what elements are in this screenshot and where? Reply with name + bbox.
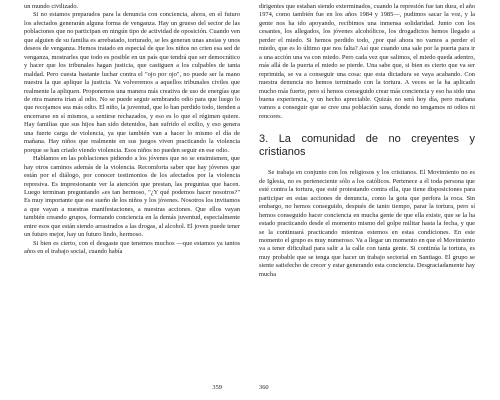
right-page: [259, 0, 475, 400]
right-page-body: [259, 3, 475, 279]
page-number: 359: [212, 384, 222, 391]
paragraph: Si bien es cierto, con el desgaste que tenemos muchos —que estamos ya tantos años en el trabajo social, cuando había: [24, 239, 240, 256]
section-heading: 3. La comunidad de no creyentes y cristianos: [259, 133, 475, 159]
left-page: [24, 0, 240, 400]
paragraph: dirigentes que estaban siendo exterminados, cuando la represión fue tan dura, el año 1974, como también fue en los años 1984 y 1985—, pudimos sacar la voz, y la gente nos ha ido apoyando, recibimos una inmensa solidaridad. Junto con los cesantes, los allegados, los jóvenes alcohólicos, los drogadictos hemos llegado a perder el miedo. Si hemos perdido todo, ¿por qué ahora no vamos a perder el miedo, que es lo último que nos falta? Así que cuando una sale por la puerta para ir a una acción una va con miedo. Pero cada vez que salimos, el miedo queda adentro, más allá de la puerta el miedo se pierde. Una sabe que, si bien es cierto que va ser reprimida, se va a conseguir una cosa: que esta dictadura se vaya acabando. Con nuestra denuncia no hemos terminado con la tortura. A veces se la ha aplicado mucho más fuerte, pero sí hemos conseguido crear más conciencia y eso ha sido una buena experiencia, y un hecho apreciable. Quizás no será hoy día, pero mañana vamos a conseguir que se cree una población sana, donde no tengamos ni odios ni rencores.: [259, 3, 475, 120]
page-number: 360: [259, 384, 269, 391]
left-page-body: [24, 3, 240, 257]
paragraph: un mundo civilizado.: [24, 3, 79, 10]
paragraph: Se trabaja en conjunto con los religiosos y los cristianos. El Movimiento no es de Iglesia, no es perteneciente sólo a los católicos. Pertenece a él toda persona que esté contra la tortura, que esté protestando contra ella, que tiene disposiciones para participar en estas acciones de denuncia, como la gota que perfora la roca. Sin embargo, no hemos conseguido, después de tanto tiempo, parar la tortura, pero sí hemos conseguido hacer conciencia en mucha gente de que ella existe, que se la ha estado practicando desde el momento mismo del golpe militar hasta la fecha, y que se la continuará practicando mientras estemos en estas condiciones. En este momento el grupo es muy numeroso. Va a llegar un momento en que el Movimiento va a tener dificultad para salir a la calle con tanta gente. Si continúa la tortura, es muy probable que se tenga que hacer un trabajo sectorial en Santiago. El grupo se siente satisfecho de crecer y estar generando esta conciencia. Desgraciadamente hay mucha: [259, 169, 475, 278]
paragraph: Si no estamos preparados para la denuncia con conciencia, ahora, en el futuro los afectados generarán alguna forma de venganza. Hay un grueso del sector de las poblaciones que no participan en ningún tipo de actividad de oposición. Cuando ven que alguien de su familia es arrebatado, torturado, se les generan unas ansias y unos deseos de venganza. Hemos tratado en especial de que los niños no crien esa sed de venganza, mostrarles que todo es posible en un país que tendrá que ser democrático y hacer que los tribunales hagan justicia, que castiguen a los culpables de tanta maldad. Pero cuesta bastante luchar contra el "ojo por ojo", no puede ser la mano nuestra la que aplique la justicia. Ya volveremos a aquellos tribunales civiles que realmente la apliquen. Proponemos una manera más creativa de uso de energías que de otra manera irían al odio. No se puede seguir sembrando odio para que luego lo que recojamos sea más odio. El niño, la juventud, que lo han perdido todo, tienden a encerrarse en sí mismos, a sentirse rechazados, y eso es lo que el régimen quiere. Hay familias que sus hijos han sido detenidos, han sufrido el exilio, y eso genera una fuerte carga de violencia, ya que también van a hacer lo mismo el día de mañana. Hay niños que realmente en sus juegos viven practicando la violencia porque se han criado viendo violencia. Esos niños no pueden seguir en ese odio.: [24, 11, 240, 154]
paragraph: Hablamos en las poblaciones pidiendo a los jóvenes que no se ensimismen, que hay otros caminos además de la violencia. Recomforta saber que hay jóvenes que están por el diálogo, por conocer testimonios de los afectados por la violencia represiva. Es impresionante ver la atención que prestan, las preguntas que hacen. Luego terminan preguntando «es tan hermoso, "¿Y qué podemos hacer nosotros?" Es muy importante que ese sueño de los niños y los jóvenes. Nosotros los invitamos a que vayan a nuestras manifestaciones, a nuestras acciones. Que ellos vayan también creando grupos, formando conciencia en la demás juventud, especialmente entre esos que están siendo arrastrados a las drogas, al alcohol. El joven puede tener un futuro mejor, hay un futuro lindo, hermoso.: [24, 155, 240, 239]
